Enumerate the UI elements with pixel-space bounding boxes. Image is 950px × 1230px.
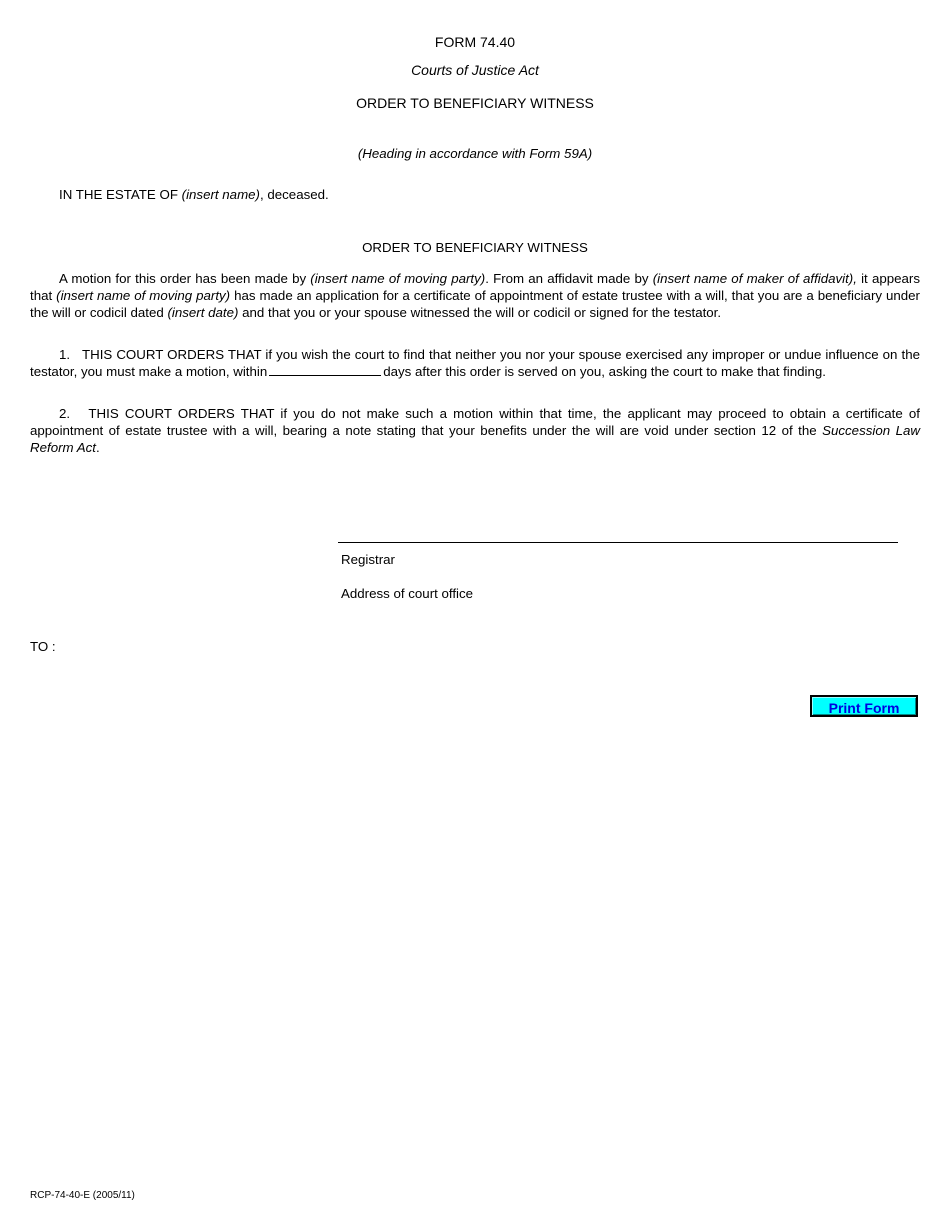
act-name: Courts of Justice Act bbox=[411, 62, 539, 78]
form-number: FORM 74.40 bbox=[434, 34, 516, 50]
print-form-button[interactable]: Print Form bbox=[810, 695, 918, 717]
date-placeholder: (insert date) bbox=[167, 305, 239, 320]
paragraph-order-2 bbox=[30, 405, 924, 456]
text: and that you or your spouse witnessed the will or codicil or signed for the testator. bbox=[238, 305, 722, 320]
order-title: ORDER TO BENEFICIARY WITNESS bbox=[362, 240, 588, 255]
text: has made an application for a certificate of appointment of estate trustee with a will, that you are a beneficiary under the will or codicil dated bbox=[30, 288, 920, 320]
estate-line bbox=[59, 187, 329, 202]
text: 2. THIS COURT ORDERS THAT if you do not make such a motion within that time, the applicant may proceed to obtain a certificate of appointment of estate trustee with a will, bearing a note stating that your benefits under the will are void under section 12 of the bbox=[30, 406, 924, 438]
affidavit-maker-placeholder: (insert name of maker of affidavit), bbox=[652, 271, 857, 286]
estate-prefix: IN THE ESTATE OF bbox=[59, 187, 182, 202]
heading-note: (Heading in accordance with Form 59A) bbox=[357, 146, 593, 161]
paragraph-motion bbox=[30, 270, 920, 321]
text: it appears that bbox=[30, 271, 920, 303]
text: days after this order is served on you, asking the court to make that finding. bbox=[383, 364, 826, 379]
text: 1. THIS COURT ORDERS THAT if you wish the court to find that neither you nor your spouse exercised any improper or undue influence on the testator, you must make a motion, within bbox=[30, 347, 924, 379]
estate-name-placeholder: (insert name) bbox=[181, 187, 260, 202]
text: . bbox=[96, 440, 100, 455]
moving-party-placeholder: (insert name of moving party) bbox=[310, 271, 486, 286]
paragraph-order-1 bbox=[30, 346, 924, 380]
days-field[interactable] bbox=[269, 364, 381, 376]
text: A motion for this order has been made by bbox=[59, 271, 311, 286]
moving-party-placeholder: (insert name of moving party) bbox=[56, 288, 231, 303]
estate-suffix: , deceased. bbox=[259, 187, 329, 202]
act-reference: Succession Law Reform Act bbox=[30, 423, 920, 455]
text: . From an affidavit made by bbox=[485, 271, 653, 286]
registrar-label: Registrar bbox=[341, 552, 395, 567]
to-label: TO : bbox=[30, 639, 56, 654]
form-code: RCP-74-40-E (2005/11) bbox=[30, 1190, 135, 1201]
court-address-label: Address of court office bbox=[341, 586, 474, 601]
form-title: ORDER TO BENEFICIARY WITNESS bbox=[356, 95, 594, 111]
signature-line bbox=[338, 542, 898, 543]
